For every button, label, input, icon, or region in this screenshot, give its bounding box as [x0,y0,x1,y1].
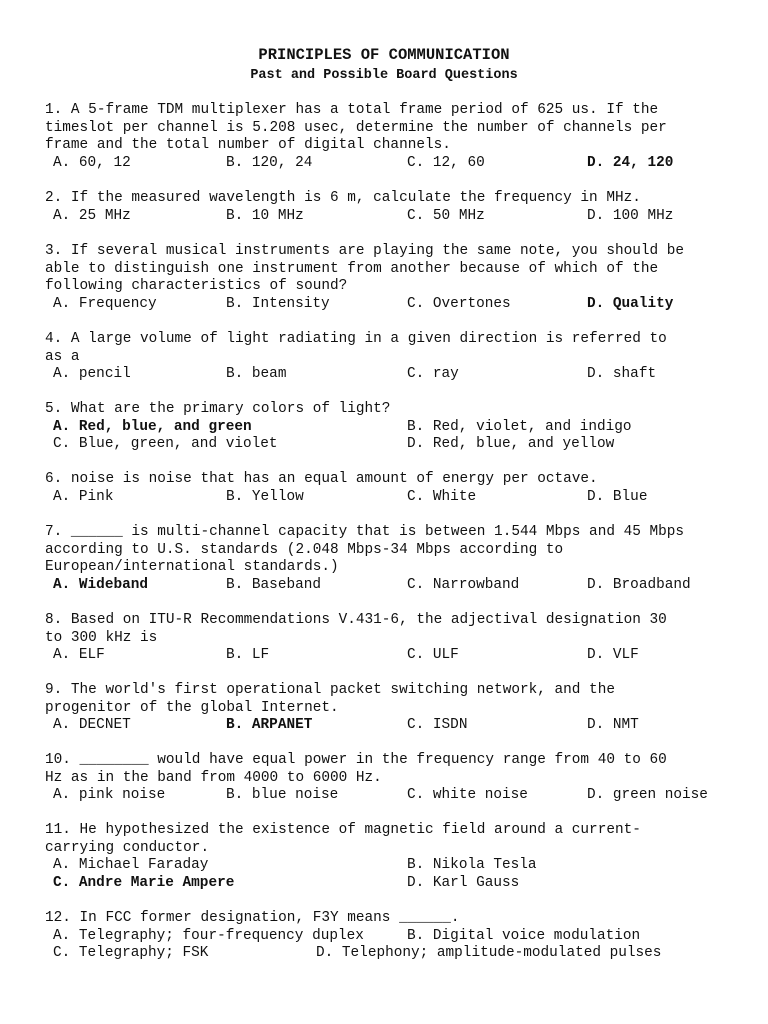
answer-option-d: D. green noise [587,787,708,804]
answer-option-a: A. pencil [53,366,131,383]
question-4 [45,331,745,384]
answer-option-a: A. pink noise [53,787,166,804]
answer-option-a: A. Red, blue, and green [53,418,252,435]
question-3 [45,243,745,313]
question-text-line: 6. noise is noise that has an equal amount of energy per octave. [45,471,598,487]
answer-option-a: A. Frequency [53,295,157,312]
answer-option-c: C. Andre Marie Ampere [53,874,235,891]
answer-option-b: B. Yellow [226,488,304,505]
question-1 [45,102,745,172]
answer-option-a: A. Telegraphy; four-frequency duplex [53,927,364,944]
answer-option-b: B. beam [226,366,287,383]
question-text-line: 9. The world's first operational packet switching network, and the [45,682,615,698]
question-8 [45,612,745,665]
answer-option-c: C. ISDN [407,717,468,734]
question-text-line: 11. He hypothesized the existence of magnetic field around a current- [45,822,641,838]
answer-options-row [45,419,745,437]
answer-option-a: A. Wideband [53,576,148,593]
answer-option-c: C. Telegraphy; FSK [53,945,209,962]
answer-option-d: D. Red, blue, and yellow [407,436,615,453]
question-2 [45,190,745,225]
question-text-line: 5. What are the primary colors of light? [45,401,391,417]
answer-option-c: C. White [407,488,477,505]
answer-options-row [45,647,745,665]
question-7 [45,524,745,594]
answer-options-row [45,928,745,946]
question-text-line: progenitor of the global Internet. [45,699,339,716]
answer-option-c: C. Overtones [407,295,511,312]
question-text-line: 8. Based on ITU-R Recommendations V.431-6, the adjectival designation 30 [45,612,667,628]
answer-option-b: B. Nikola Tesla [407,857,537,874]
answer-option-b: B. Baseband [226,576,321,593]
answer-options-row [45,945,745,963]
question-text-line: following characteristics of sound? [45,278,348,295]
answer-options-row [45,489,745,507]
question-text-line: as a [45,348,80,365]
answer-option-b: B. Red, violet, and indigo [407,418,632,435]
answer-option-d: D. Karl Gauss [407,874,520,891]
question-11 [45,822,745,892]
question-text-line: 12. In FCC former designation, F3Y means ______. [45,910,460,926]
question-text-line: to 300 kHz is [45,629,158,646]
question-text-line: Hz as in the band from 4000 to 6000 Hz. [45,769,382,786]
answer-options-row [45,208,745,226]
question-text-line: 4. A large volume of light radiating in a given direction is referred to [45,331,667,347]
answer-option-c: C. 50 MHz [407,207,485,224]
answer-option-c: C. Blue, green, and violet [53,436,278,453]
answer-option-c: C. 12, 60 [407,154,485,171]
answer-option-d: D. Broadband [587,576,691,593]
question-text-line: timeslot per channel is 5.208 usec, determine the number of channels per [45,119,667,136]
answer-option-b: B. Digital voice modulation [407,927,641,944]
answer-option-a: A. Michael Faraday [53,857,209,874]
answer-option-b: B. 120, 24 [226,154,313,171]
answer-options-row [45,366,745,384]
answer-option-a: A. 60, 12 [53,154,131,171]
question-6 [45,471,745,506]
answer-options-row [45,875,745,893]
answer-option-b: B. blue noise [226,787,339,804]
answer-option-b: B. ARPANET [226,717,313,734]
question-text-line: 1. A 5-frame TDM multiplexer has a total frame period of 625 us. If the [45,102,659,118]
document-title: PRINCIPLES OF COMMUNICATION [258,46,510,64]
answer-option-a: A. ELF [53,647,105,664]
answer-option-c: C. Narrowband [407,576,520,593]
question-text-line: 7. ______ is multi-channel capacity that is between 1.544 Mbps and 45 Mbps [45,524,685,540]
question-text-line: 10. ________ would have equal power in the frequency range from 40 to 60 [45,752,667,768]
question-text-line: 3. If several musical instruments are playing the same note, you should be [45,243,685,259]
answer-option-c: C. white noise [407,787,528,804]
question-text-line: European/international standards.) [45,559,339,576]
answer-option-d: D. Telephony; amplitude-modulated pulses [316,945,662,962]
question-text-line: 2. If the measured wavelength is 6 m, calculate the frequency in MHz. [45,190,641,206]
answer-options-row [45,155,745,173]
question-text-line: frame and the total number of digital channels. [45,137,451,154]
question-5 [45,401,745,454]
answer-option-d: D. shaft [587,366,657,383]
answer-option-d: D. NMT [587,717,639,734]
question-text-line: according to U.S. standards (2.048 Mbps-34 Mbps according to [45,541,564,558]
answer-option-a: A. Pink [53,488,114,505]
answer-options-row [45,296,745,314]
answer-option-c: C. ULF [407,647,459,664]
answer-option-a: A. DECNET [53,717,131,734]
answer-options-row [45,717,745,735]
answer-option-b: B. Intensity [226,295,330,312]
answer-option-b: B. LF [226,647,270,664]
answer-option-d: D. 24, 120 [587,154,674,171]
question-text-line: able to distinguish one instrument from another because of which of the [45,260,659,277]
answer-option-d: D. VLF [587,647,639,664]
question-12 [45,910,745,963]
answer-options-row [45,787,745,805]
answer-option-b: B. 10 MHz [226,207,304,224]
answer-options-row [45,857,745,875]
question-text-line: carrying conductor. [45,839,210,856]
question-10 [45,752,745,805]
answer-option-d: D. Quality [587,295,674,312]
answer-option-d: D. Blue [587,488,648,505]
answer-option-c: C. ray [407,366,459,383]
question-9 [45,682,745,735]
answer-options-row [45,436,745,454]
answer-option-d: D. 100 MHz [587,207,674,224]
document-subtitle: Past and Possible Board Questions [250,68,518,83]
answer-options-row [45,577,745,595]
answer-option-a: A. 25 MHz [53,207,131,224]
